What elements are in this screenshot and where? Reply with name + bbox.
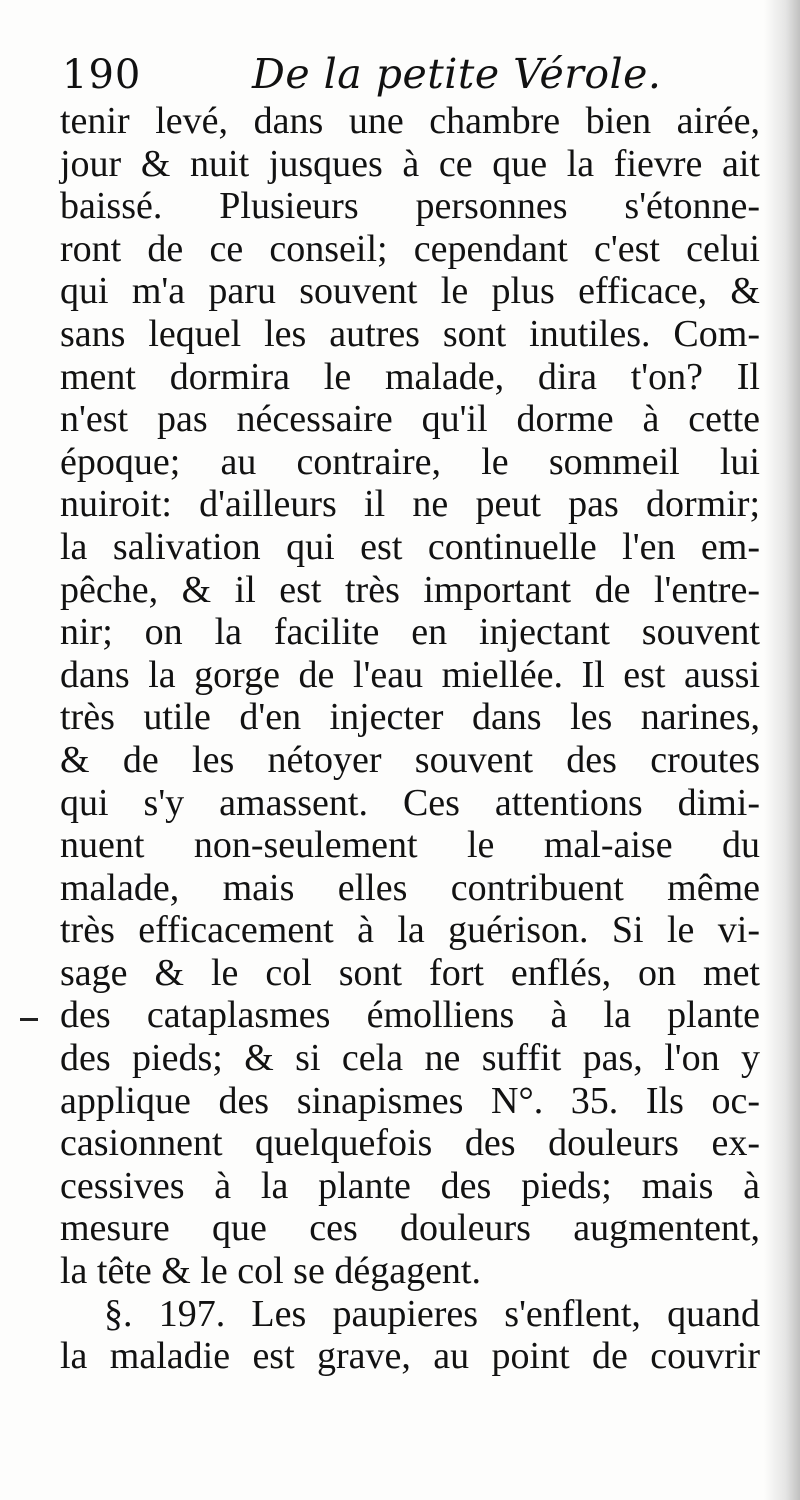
text-line: qui m'a paru souvent le plus efficace, &: [60, 270, 760, 313]
text-line: tenir levé, dans une chambre bien airée,: [60, 100, 760, 142]
text-line: cessives à la plante des pieds; mais à: [60, 1164, 760, 1207]
text-line: des cataplasmes émolliens à la plante: [60, 994, 760, 1037]
text-line: la tête & le col se dégagent.: [60, 1250, 481, 1293]
text-line: nir; on la facilite en injectant souvent: [60, 611, 760, 654]
page-gutter-shadow: [764, 0, 800, 1500]
text-line: dans la gorge de l'eau miellée. Il est aussi: [60, 653, 760, 696]
text-line: nuiroit: d'ailleurs il ne peut pas dormir;: [60, 483, 760, 526]
text-line: pêche, & il est très important de l'entre-: [60, 568, 760, 611]
text-line: époque; au contraire, le sommeil lui: [60, 440, 760, 483]
text-line: casionnent quelquefois des douleurs ex-: [60, 1122, 760, 1165]
text-line: sans lequel les autres sont inutiles. Com-: [60, 312, 760, 355]
margin-dash-mark: [20, 1018, 38, 1021]
text-line: ment dormira le malade, dira t'on? Il: [60, 355, 760, 398]
text-line: n'est pas nécessaire qu'il dorme à cette: [60, 398, 760, 441]
section-start-line: §. 197. Les paupieres s'enflent, quand: [104, 1292, 760, 1335]
text-line: nuent non-seulement le mal-aise du: [60, 824, 760, 867]
page-header: [62, 44, 742, 100]
text-line: malade, mais elles contribuent même: [60, 866, 760, 909]
text-line: des pieds; & si cela ne suffit pas, l'on y: [60, 1037, 760, 1080]
text-line: qui s'y amassent. Ces attentions dimi-: [60, 781, 760, 824]
text-line: très efficacement à la guérison. Si le vi-: [60, 909, 760, 952]
text-line: mesure que ces douleurs augmentent,: [60, 1207, 760, 1250]
text-line: la maladie est grave, au point de couvrir: [60, 1335, 760, 1378]
running-title: De la petite Vérole.: [252, 50, 662, 98]
text-line: très utile d'en injecter dans les narines,: [60, 696, 760, 739]
text-line: jour & nuit jusques à ce que la fievre ait: [60, 142, 760, 185]
body-text: [60, 100, 760, 1378]
text-line: baissé. Plusieurs personnes s'étonne-: [60, 185, 760, 228]
text-line: & de les nétoyer souvent des croutes: [60, 738, 760, 781]
text-line: applique des sinapismes N°. 35. Ils oc-: [60, 1079, 760, 1122]
text-line: sage & le col sont fort enflés, on met: [60, 951, 760, 994]
text-line: ront de ce conseil; cependant c'est celui: [60, 227, 760, 270]
page-number: 190: [62, 52, 142, 98]
text-line: la salivation qui est continuelle l'en em-: [60, 525, 760, 568]
